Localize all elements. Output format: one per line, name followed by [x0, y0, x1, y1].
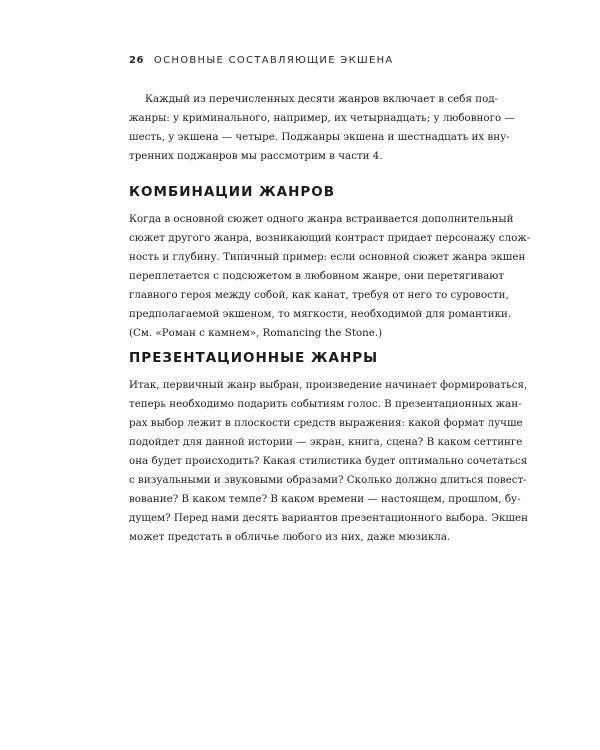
section-heading-presentation-genres: ПРЕЗЕНТАЦИОННЫЕ ЖАНРЫ [129, 350, 379, 366]
text-line: жанры: у криминального, например, их четырнадцать; у любовного — [129, 112, 515, 124]
text-line: шесть, у экшена — четыре. Поджанры экшена и шестнадцать их вну- [129, 131, 510, 143]
page-number: 26 [129, 55, 144, 66]
text-line: тренних поджанров мы рассмотрим в части 4. [129, 150, 383, 162]
running-title: ОСНОВНЫЕ СОСТАВЛЯЮЩИЕ ЭКШЕНА [153, 55, 394, 66]
text-line: сюжет другого жанра, возникающий контраст придает персонажу слож- [129, 232, 531, 244]
presentation-genres-paragraph [129, 376, 528, 547]
text-line: Каждый из перечисленных десяти жанров включает в себя под- [145, 93, 499, 105]
text-line: может предстать в обличье любого из них, даже мюзикла. [129, 531, 451, 543]
text-line: ность и глубину. Типичный пример: если основной сюжет жанра экшен [129, 251, 526, 263]
text-line: вование? В каком темпе? В каком времени — настоящем, прошлом, бу- [129, 493, 521, 505]
text-line: рах выбор лежит в плоскости средств выражения: какой формат лучше [129, 417, 523, 429]
text-line: Когда в основной сюжет одного жанра встраивается дополнительный [129, 213, 514, 225]
text-line: переплетается с подсюжетом в любовном жанре, они перетягивают [129, 270, 504, 282]
running-head [129, 55, 394, 66]
section-heading-genre-combinations: КОМБИНАЦИИ ЖАНРОВ [129, 184, 336, 200]
text-line: с визуальными и звуковыми образами? Сколько должно длиться повест- [129, 474, 527, 486]
intro-paragraph [129, 90, 515, 166]
text-line: дущем? Перед нами десять вариантов презентационного выбора. Экшен [129, 512, 528, 524]
text-line: Итак, первичный жанр выбран, произведение начинает формироваться, [129, 379, 528, 391]
text-line: (См. «Роман с камнем», Romancing the Stone.) [129, 327, 383, 339]
text-line: предполагаемой экшеном, то мягкости, необходимой для романтики. [129, 308, 512, 320]
text-line: теперь необходимо подарить событиям голос. В презентационных жан- [129, 398, 522, 410]
text-line: главного героя между собой, как канат, требуя от него то суровости, [129, 289, 509, 301]
text-line: подойдет для данной истории — экран, книга, сцена? В каком сеттинге [129, 436, 523, 448]
text-line: она будет происходить? Какая стилистика будет оптимально сочетаться [129, 455, 528, 467]
genre-combinations-paragraph [129, 210, 531, 343]
